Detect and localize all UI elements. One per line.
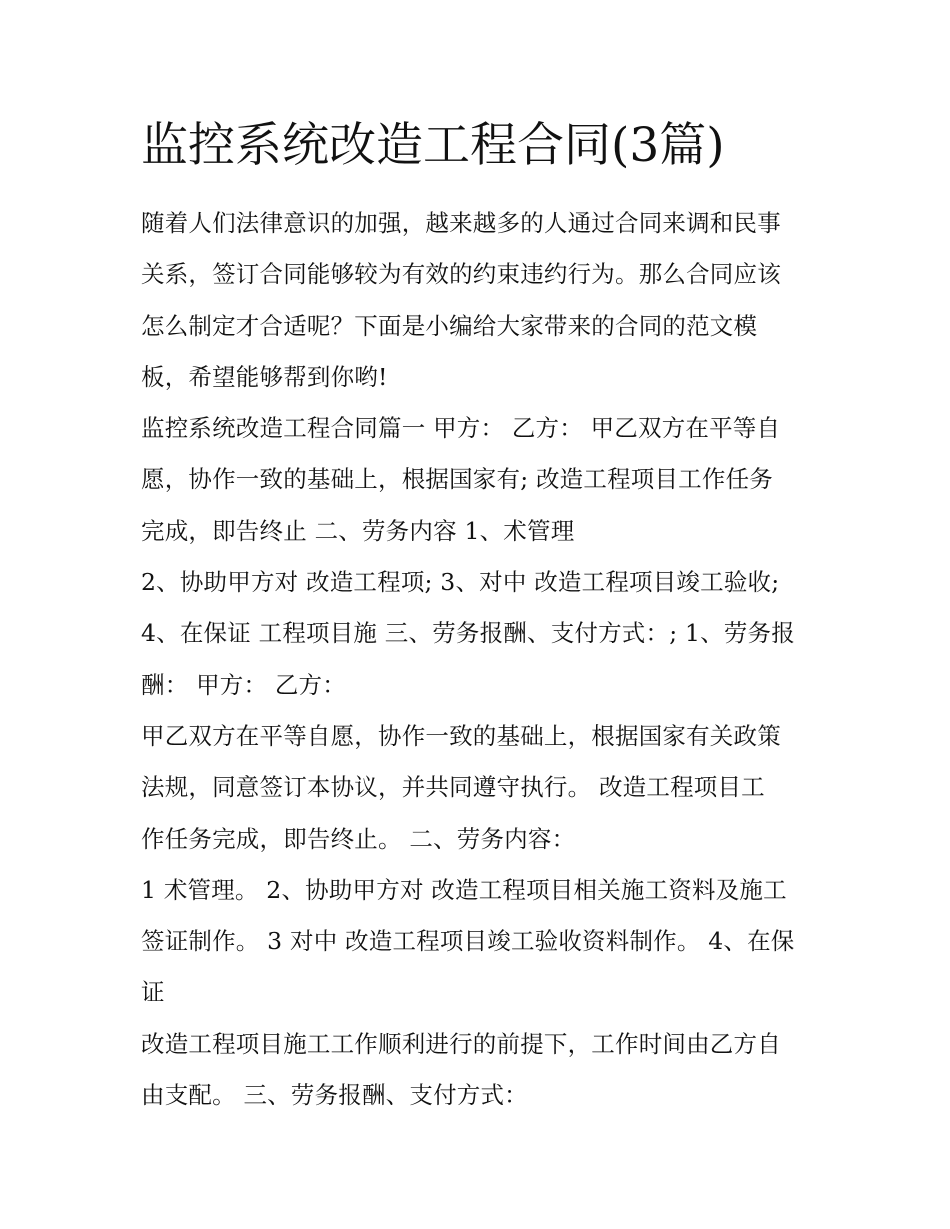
text-line: 作任务完成，即告终止。 二、劳务内容： [141,824,576,853]
text-line: 怎么制定才合适呢？下面是小编给大家带来的合同的范文模 [141,311,758,340]
text-line: 法规，同意签订本协议，并共同遵守执行。 改造工程项目工 [141,773,765,802]
text-line: 关系，签订合同能够较为有效的约束违约行为。那么合同应该 [141,260,781,289]
text-line: 由支配。 三、劳务报酬、支付方式： [141,1081,528,1110]
text-line: 板，希望能够帮到你哟! [141,362,388,391]
text-line: 甲乙双方在平等自愿，协作一致的基础上，根据国家有关政策 [141,721,781,750]
text-line: 证 [141,978,165,1007]
text-line: 4、在保证 工程项目施 三、劳务报酬、支付方式：; 1、劳务报 [141,619,795,648]
text-line: 2、协助甲方对 改造工程项; 3、对中 改造工程项目竣工验收; [141,568,780,597]
text-line: 签证制作。 3 对中 改造工程项目竣工验收资料制作。 4、在保 [141,927,795,956]
document-body [141,198,831,1121]
text-line: 随着人们法律意识的加强，越来越多的人通过合同来调和民事 [141,209,781,237]
text-line: 1 术管理。 2、协助甲方对 改造工程项目相关施工资料及施工 [141,875,787,904]
text-line: 完成，即告终止 二、劳务内容 1、术管理 [141,516,575,545]
text-line: 愿，协作一致的基础上，根据国家有; 改造工程项目工作任务 [141,465,773,494]
text-line: 监控系统改造工程合同篇一 甲方： 乙方： 甲乙双方在平等自 [141,414,781,443]
text-line: 改造工程项目施工工作顺利进行的前提下，工作时间由乙方自 [141,1029,781,1058]
document-title: 监控系统改造工程合同(3篇) [141,118,725,173]
text-line: 酬： 甲方： 乙方： [141,670,346,699]
